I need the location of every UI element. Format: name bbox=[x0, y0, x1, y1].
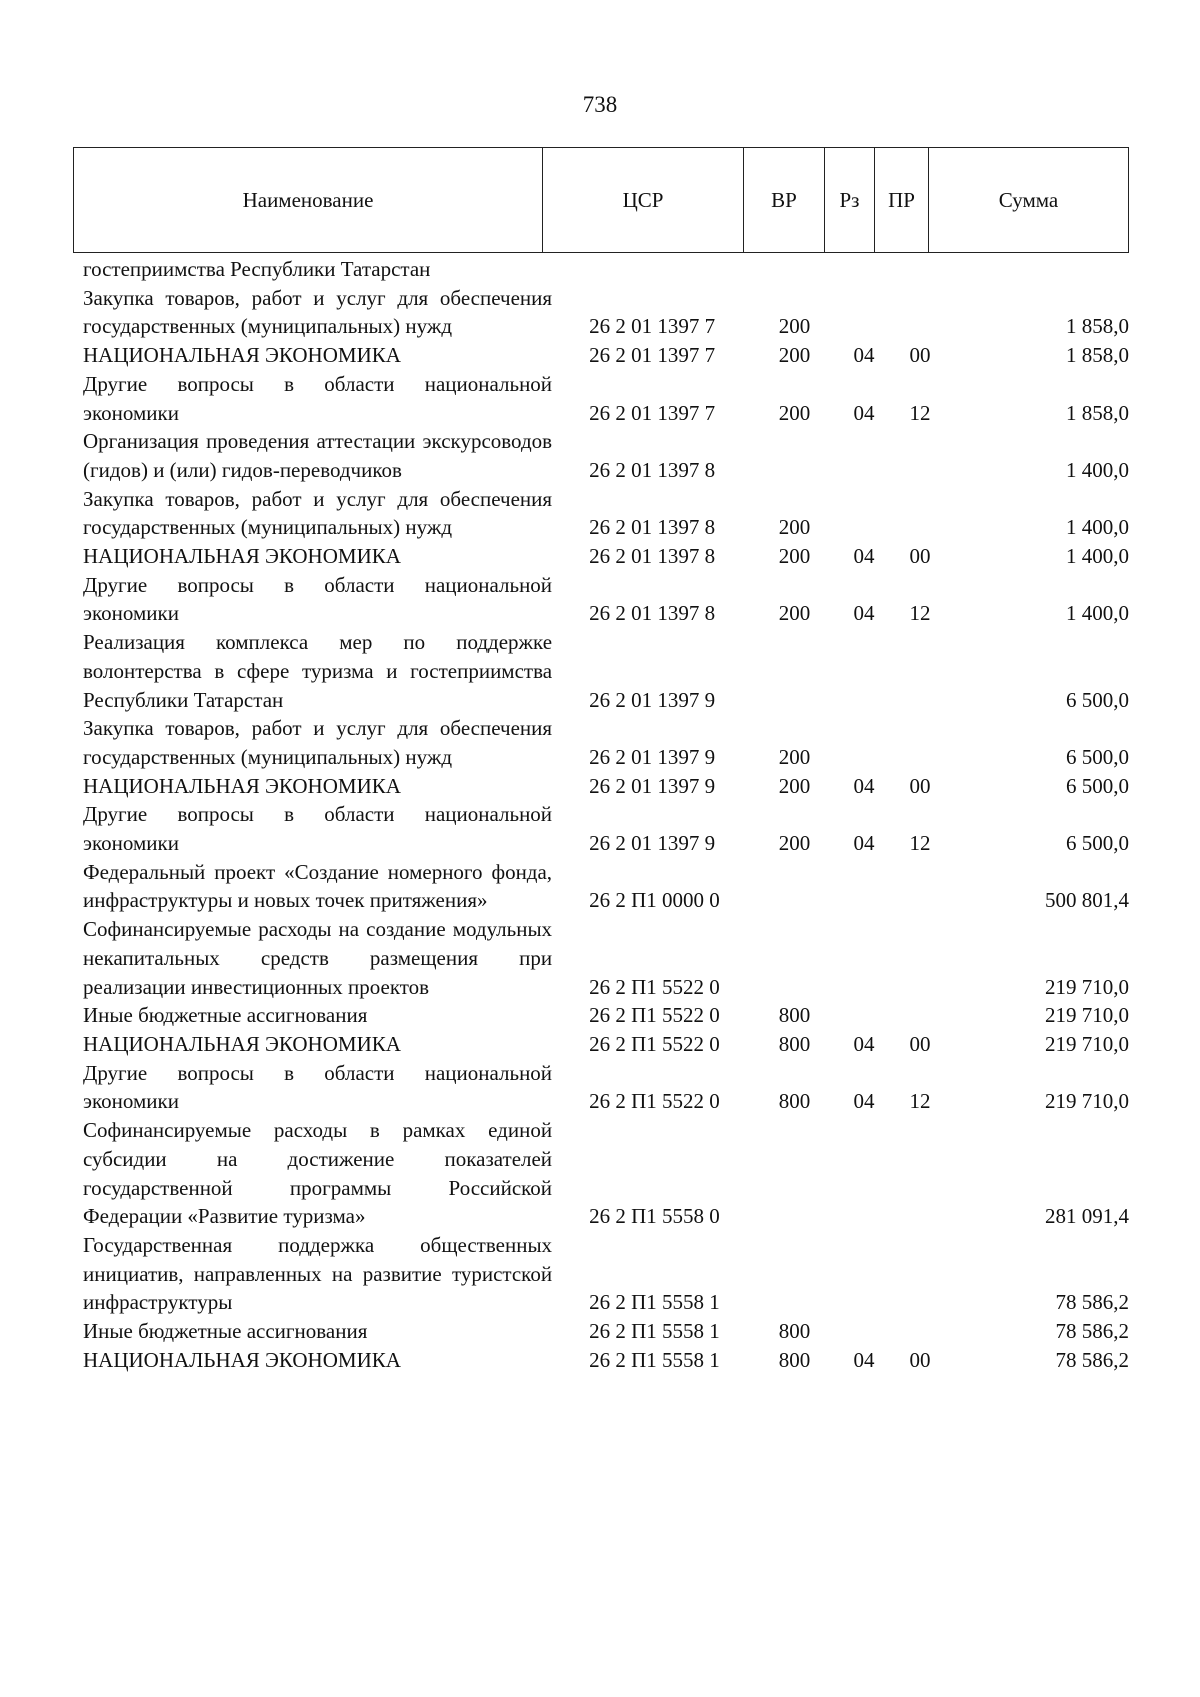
cell-vr: 800 bbox=[778, 1031, 811, 1056]
cell-sum: 500 801,4 bbox=[1045, 888, 1129, 913]
cell-name: Закупка товаров, работ и услуг для обеспечения государственных (муниципальных) нужд bbox=[83, 486, 553, 540]
cell-sum: 1 400,0 bbox=[1066, 601, 1129, 626]
cell-vr: 200 bbox=[778, 400, 811, 425]
cell-vr: 200 bbox=[778, 831, 811, 856]
cell-pr: 00 bbox=[909, 1347, 931, 1372]
table-row bbox=[73, 1001, 1129, 1030]
table-row bbox=[73, 284, 1129, 341]
cell-sum: 78 586,2 bbox=[1055, 1347, 1129, 1372]
cell-name: гостеприимства Республики Татарстан bbox=[83, 257, 431, 281]
cell-name: Другие вопросы в области национальной экономики bbox=[83, 802, 553, 856]
table-row bbox=[73, 1231, 1129, 1317]
cell-csr: 26 2 01 1397 9 bbox=[589, 744, 716, 769]
cell-vr: 200 bbox=[778, 773, 811, 798]
cell-sum: 78 586,2 bbox=[1055, 1319, 1129, 1344]
cell-name: НАЦИОНАЛЬНАЯ ЭКОНОМИКА bbox=[83, 1031, 401, 1056]
cell-rz: 04 bbox=[853, 773, 875, 798]
cell-csr: 26 2 П1 5522 0 bbox=[589, 1031, 720, 1056]
cell-csr: 26 2 П1 5558 1 bbox=[589, 1319, 720, 1344]
cell-csr: 26 2 01 1397 9 bbox=[589, 773, 716, 798]
cell-pr: 12 bbox=[909, 601, 931, 626]
cell-sum: 1 400,0 bbox=[1066, 544, 1129, 569]
table-row bbox=[73, 370, 1129, 427]
table-row bbox=[73, 255, 1129, 284]
cell-pr: 00 bbox=[909, 1031, 931, 1056]
cell-vr: 200 bbox=[778, 314, 811, 339]
cell-rz: 04 bbox=[853, 544, 875, 569]
cell-vr: 200 bbox=[778, 515, 811, 540]
table-row bbox=[73, 571, 1129, 628]
cell-sum: 281 091,4 bbox=[1045, 1204, 1129, 1229]
table-row bbox=[73, 1030, 1129, 1059]
cell-rz: 04 bbox=[853, 1031, 875, 1056]
cell-csr: 26 2 01 1397 9 bbox=[589, 831, 716, 856]
cell-sum: 6 500,0 bbox=[1066, 831, 1129, 856]
cell-pr: 00 bbox=[909, 544, 931, 569]
cell-csr: 26 2 01 1397 8 bbox=[589, 544, 716, 569]
cell-name: Иные бюджетные ассигнования bbox=[83, 1319, 368, 1344]
cell-sum: 219 710,0 bbox=[1045, 1003, 1129, 1028]
cell-rz: 04 bbox=[853, 343, 875, 368]
cell-csr: 26 2 П1 5558 1 bbox=[589, 1290, 720, 1315]
header-vr: ВР bbox=[744, 148, 825, 252]
cell-rz: 04 bbox=[853, 1347, 875, 1372]
cell-name: Другие вопросы в области национальной экономики bbox=[83, 572, 553, 626]
table-row bbox=[73, 1346, 1129, 1375]
cell-csr: 26 2 01 1397 7 bbox=[589, 314, 716, 339]
cell-csr: 26 2 П1 0000 0 bbox=[589, 888, 720, 913]
table-row bbox=[73, 341, 1129, 370]
cell-vr: 800 bbox=[778, 1347, 811, 1372]
cell-sum: 1 858,0 bbox=[1066, 314, 1129, 339]
cell-name: Федеральный проект «Создание номерного фонда, инфраструктуры и новых точек притяжения» bbox=[83, 859, 553, 913]
cell-name: НАЦИОНАЛЬНАЯ ЭКОНОМИКА bbox=[83, 544, 401, 569]
cell-name: НАЦИОНАЛЬНАЯ ЭКОНОМИКА bbox=[83, 773, 401, 798]
cell-csr: 26 2 01 1397 7 bbox=[589, 400, 716, 425]
cell-vr: 800 bbox=[778, 1003, 811, 1028]
cell-name: Софинансируемые расходы в рамках единой субсидии на достижение показателей государственной программы Российской Федерации «Развитие туризма» bbox=[83, 1118, 553, 1229]
cell-csr: 26 2 01 1397 8 bbox=[589, 601, 716, 626]
header-pr: ПР bbox=[875, 148, 929, 252]
cell-name: Государственная поддержка общественных инициатив, направленных на развитие туристской инфраструктуры bbox=[83, 1232, 553, 1315]
table-body bbox=[73, 255, 1129, 1374]
cell-csr: 26 2 П1 5522 0 bbox=[589, 974, 720, 999]
cell-name: Реализация комплекса мер по поддержке волонтерства в сфере туризма и гостеприимства Республики Татарстан bbox=[83, 630, 553, 712]
cell-name: Другие вопросы в области национальной экономики bbox=[83, 371, 553, 425]
table-row bbox=[73, 858, 1129, 915]
cell-vr: 200 bbox=[778, 744, 811, 769]
cell-vr: 200 bbox=[778, 601, 811, 626]
cell-csr: 26 2 П1 5522 0 bbox=[589, 1003, 720, 1028]
cell-sum: 219 710,0 bbox=[1045, 1031, 1129, 1056]
table-row bbox=[73, 714, 1129, 771]
cell-name: Другие вопросы в области национальной экономики bbox=[83, 1060, 553, 1114]
table-row bbox=[73, 1116, 1129, 1231]
table-row bbox=[73, 628, 1129, 714]
cell-rz: 04 bbox=[853, 1089, 875, 1114]
cell-name: НАЦИОНАЛЬНАЯ ЭКОНОМИКА bbox=[83, 343, 401, 368]
table-row bbox=[73, 915, 1129, 1001]
cell-sum: 219 710,0 bbox=[1045, 974, 1129, 999]
cell-name: Софинансируемые расходы на создание модульных некапитальных средств размещения при реализации инвестиционных проектов bbox=[83, 917, 553, 999]
cell-sum: 78 586,2 bbox=[1055, 1290, 1129, 1315]
cell-sum: 6 500,0 bbox=[1066, 687, 1129, 712]
table-row bbox=[73, 1059, 1129, 1116]
cell-pr: 00 bbox=[909, 773, 931, 798]
cell-sum: 1 858,0 bbox=[1066, 343, 1129, 368]
cell-vr: 800 bbox=[778, 1089, 811, 1114]
cell-sum: 6 500,0 bbox=[1066, 773, 1129, 798]
cell-name: Закупка товаров, работ и услуг для обеспечения государственных (муниципальных) нужд bbox=[83, 285, 553, 339]
cell-csr: 26 2 01 1397 8 bbox=[589, 457, 716, 482]
cell-sum: 219 710,0 bbox=[1045, 1089, 1129, 1114]
cell-csr: 26 2 П1 5522 0 bbox=[589, 1089, 720, 1114]
cell-pr: 12 bbox=[909, 400, 931, 425]
table-row bbox=[73, 542, 1129, 571]
cell-vr: 200 bbox=[778, 544, 811, 569]
cell-name: Организация проведения аттестации экскурсоводов (гидов) и (или) гидов-переводчиков bbox=[83, 429, 553, 482]
cell-name: Закупка товаров, работ и услуг для обеспечения государственных (муниципальных) нужд bbox=[83, 716, 553, 769]
header-name: Наименование bbox=[74, 148, 543, 252]
table-header bbox=[73, 147, 1129, 253]
table-row bbox=[73, 772, 1129, 801]
cell-csr: 26 2 01 1397 8 bbox=[589, 515, 716, 540]
table-row bbox=[73, 800, 1129, 857]
cell-vr: 200 bbox=[778, 343, 811, 368]
cell-rz: 04 bbox=[853, 831, 875, 856]
table-row bbox=[73, 427, 1129, 484]
header-sum: Сумма bbox=[998, 187, 1059, 212]
cell-rz: 04 bbox=[853, 400, 875, 425]
header-rz: Рз bbox=[825, 148, 875, 252]
cell-csr: 26 2 П1 5558 0 bbox=[589, 1204, 720, 1229]
table-row bbox=[73, 1317, 1129, 1346]
header-csr: ЦСР bbox=[543, 148, 744, 252]
cell-vr: 800 bbox=[778, 1319, 811, 1344]
cell-sum: 1 400,0 bbox=[1066, 457, 1129, 482]
cell-name: НАЦИОНАЛЬНАЯ ЭКОНОМИКА bbox=[83, 1347, 401, 1372]
cell-pr: 00 bbox=[909, 343, 931, 368]
cell-csr: 26 2 01 1397 7 bbox=[589, 343, 716, 368]
cell-sum: 1 400,0 bbox=[1066, 515, 1129, 540]
cell-pr: 12 bbox=[909, 1089, 931, 1114]
cell-name: Иные бюджетные ассигнования bbox=[83, 1003, 368, 1028]
table-row bbox=[73, 485, 1129, 542]
page-number: 738 bbox=[582, 92, 618, 117]
cell-csr: 26 2 01 1397 9 bbox=[589, 687, 716, 712]
cell-csr: 26 2 П1 5558 1 bbox=[589, 1347, 720, 1372]
cell-sum: 1 858,0 bbox=[1066, 400, 1129, 425]
cell-pr: 12 bbox=[909, 831, 931, 856]
cell-sum: 6 500,0 bbox=[1066, 744, 1129, 769]
cell-rz: 04 bbox=[853, 601, 875, 626]
